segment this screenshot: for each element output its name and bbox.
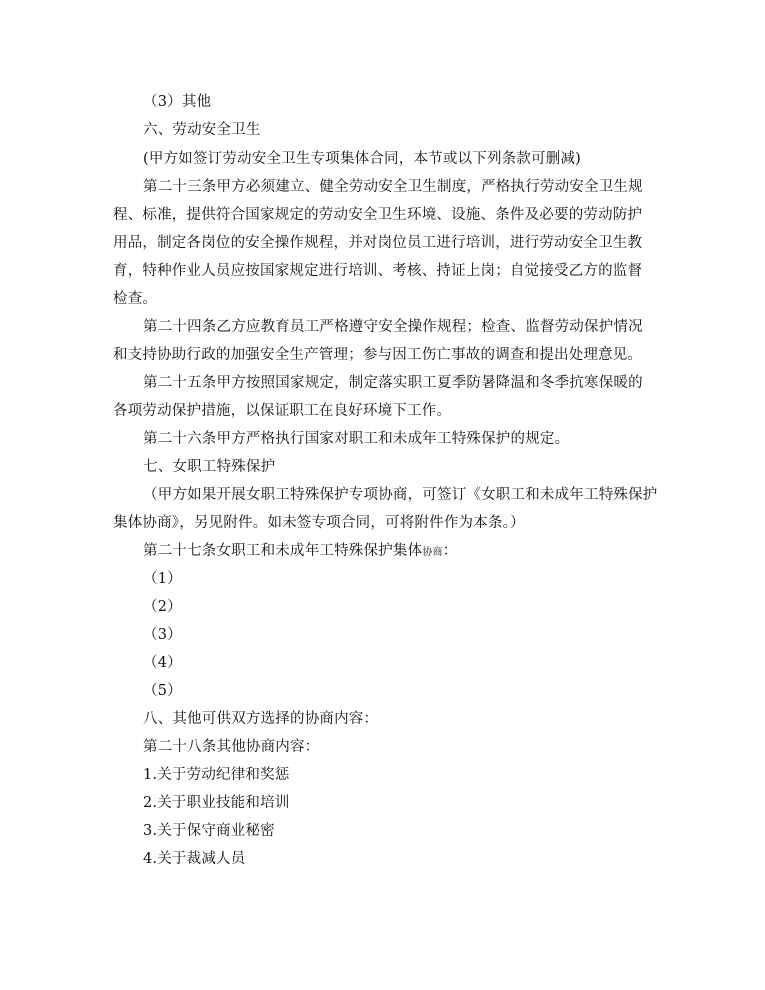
section-6-heading: 六、劳动安全卫生 <box>143 122 261 138</box>
article-24-line-1: 第二十四条乙方应教育员工严格遵守安全操作规程；检查、监督劳动保护情况 <box>143 319 643 335</box>
article-28: 第二十八条其他协商内容： <box>143 739 320 755</box>
blank-item: （1） <box>143 571 182 587</box>
article-23-line-2: 程、标准，提供符合国家规定的劳动安全卫生环境、设施、条件及必要的劳动防护 <box>113 207 643 223</box>
section-7-note-line-2: 集体协商》，另见附件。如未签专项合同，可将附件作为本条。） <box>113 515 525 531</box>
article-24-line-2: 和支持协助行政的加强安全生产管理；参与因工伤亡事故的调查和提出处理意见。 <box>113 347 643 363</box>
article-23-line-4: 育，特种作业人员应按国家规定进行培训、考核、持证上岗；自觉接受乙方的监督 <box>113 263 643 279</box>
article-23-line-1: 第二十三条甲方必须建立、健全劳动安全卫生制度，严格执行劳动安全卫生规 <box>143 179 643 195</box>
article-23-line-3: 用品，制定各岗位的安全操作规程，并对岗位员工进行培训，进行劳动安全卫生教 <box>113 235 643 251</box>
item-3-other: （3）其他 <box>143 94 212 110</box>
section-8-heading: 八、其他可供双方选择的协商内容： <box>143 711 379 727</box>
topic-item: 4.关于裁减人员 <box>143 851 246 867</box>
section-7-note-line-1: （甲方如果开展女职工特殊保护专项协商，可签订《女职工和未成年工特殊保护 <box>143 487 658 503</box>
article-27 <box>143 541 693 563</box>
article-27-main: 第二十七条女职工和未成年工特殊保护集体 <box>143 543 423 559</box>
section-6-note: (甲方如签订劳动安全卫生专项集体合同，本节或以下列条款可删减) <box>143 151 582 167</box>
topic-item: 3.关于保守商业秘密 <box>143 823 275 839</box>
section-7-heading: 七、女职工特殊保护 <box>143 459 276 475</box>
blank-item: （5） <box>143 683 182 699</box>
blank-item: （2） <box>143 599 182 615</box>
article-25-line-2: 各项劳动保护措施，以保证职工在良好环境下工作。 <box>113 403 452 419</box>
topic-item: 2.关于职业技能和培训 <box>143 795 290 811</box>
article-27-tail: ： <box>442 543 458 559</box>
article-26: 第二十六条甲方严格执行国家对职工和未成年工特殊保护的规定。 <box>143 431 570 447</box>
blank-item: （3） <box>143 627 182 643</box>
topic-item: 1.关于劳动纪律和奖惩 <box>143 767 290 783</box>
article-25-line-1: 第二十五条甲方按照国家规定，制定落实职工夏季防暑降温和冬季抗寒保暖的 <box>143 375 643 391</box>
article-23-line-5: 检查。 <box>113 291 158 307</box>
blank-item: （4） <box>143 655 182 671</box>
article-27-small: 协商 <box>422 547 443 558</box>
